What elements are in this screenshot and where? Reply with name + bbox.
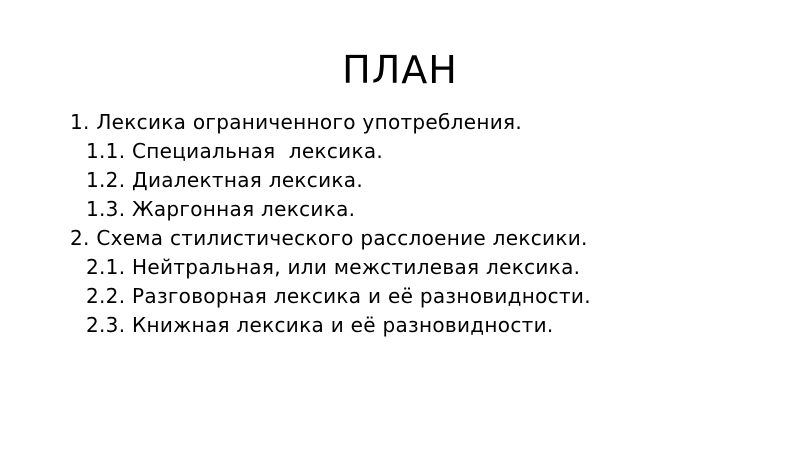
slide-title: ПЛАН	[342, 48, 458, 92]
plan-item-1-1: 1.1. Специальная лексика.	[86, 139, 384, 163]
plan-item-1: 1. Лексика ограниченного употребления.	[70, 110, 523, 134]
plan-list	[70, 108, 591, 340]
plan-item-1-2: 1.2. Диалектная лексика.	[86, 168, 363, 192]
plan-item-2-2: 2.2. Разговорная лексика и её разновидности.	[86, 284, 591, 308]
plan-item-1-3: 1.3. Жаргонная лексика.	[86, 197, 356, 221]
plan-item-2-3: 2.3. Книжная лексика и её разновидности.	[86, 313, 554, 337]
plan-item-2-1: 2.1. Нейтральная, или межстилевая лексика.	[86, 255, 581, 279]
plan-item-2: 2. Схема стилистического расслоение лексики.	[70, 226, 588, 250]
